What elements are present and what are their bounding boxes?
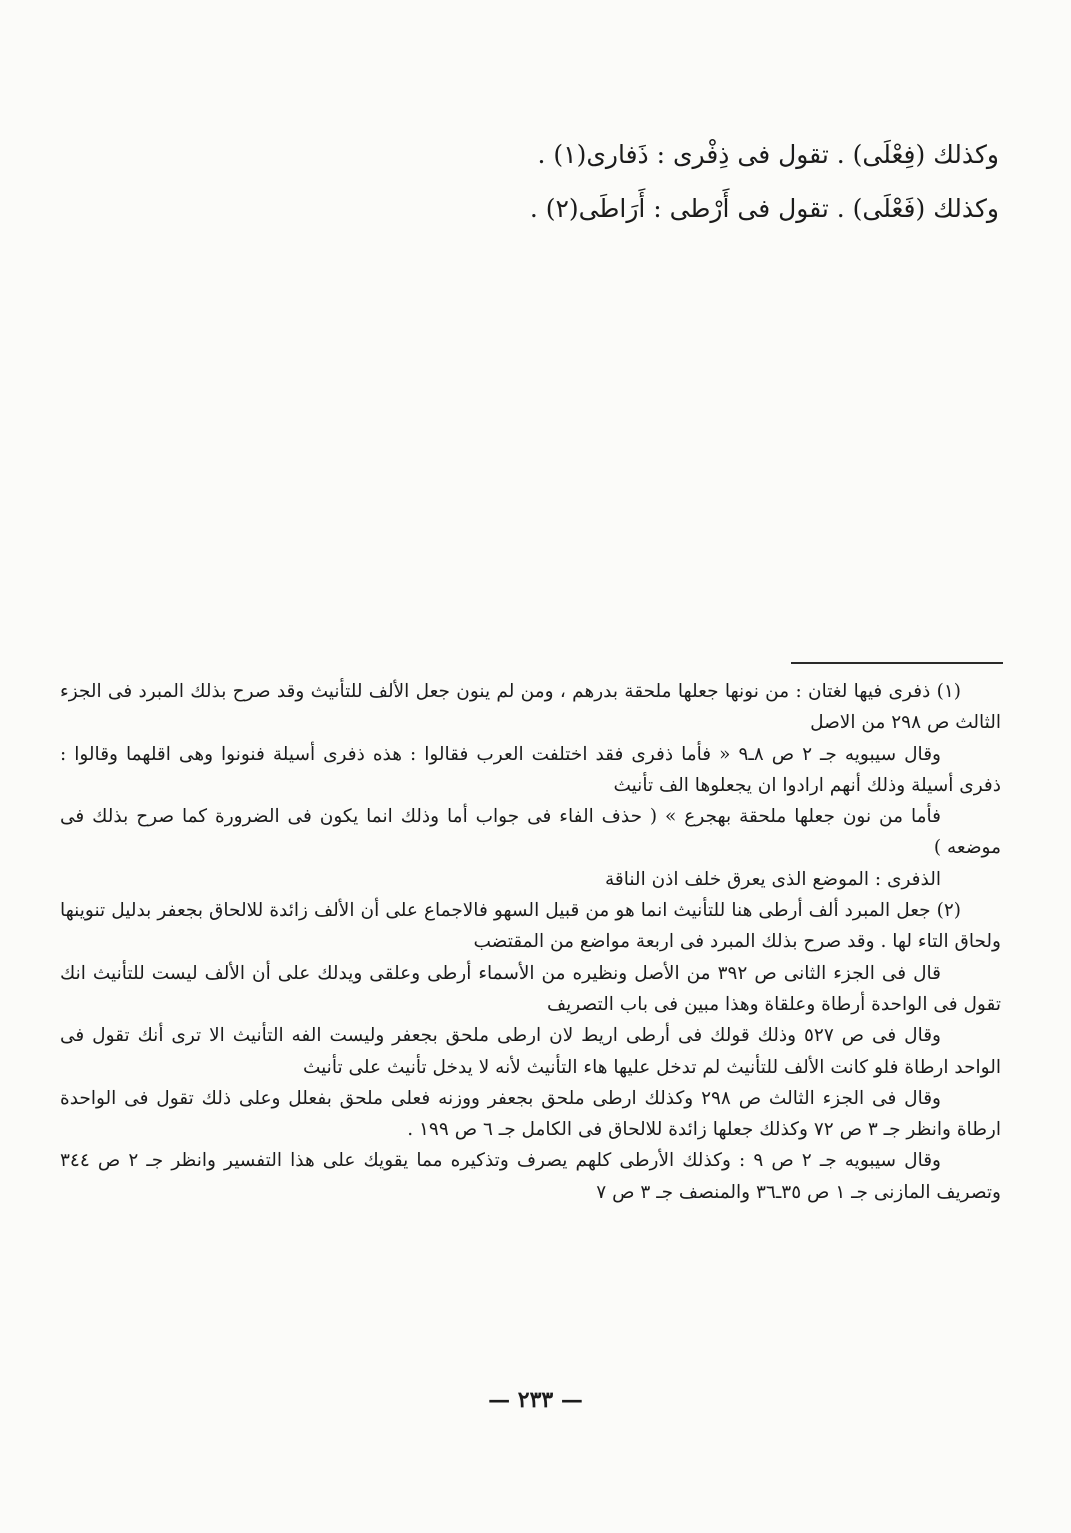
footnote-paragraph: الذفرى : الموضع الذى يعرق خلف اذن الناقة [604,868,941,890]
footnote-paragraph: وقال فى ص ٥٢٧ وذلك قولك فى أرطى اريط لان ارطى ملحق بجعفر وليست الفه التأنيث الا ترى أنك تقول فى الواحد ارطاة فلو كانت الألف للتأنيث لم تدخل عليها هاء التأنيث لأنه لا يدخل تأنيث على تأنيث [60,1025,1001,1078]
main-text-line-2: وكذلك (فَعْلَى) . تقول فى أَرْطى : أَرَاطَى(٢) . [529,194,999,223]
page-number: — ٢٣٣ — [488,1387,583,1413]
footnote-2: (٢) جعل المبرد ألف أرطى هنا للتأنيث انما هو من قبيل السهو فالاجماع على أن الألف زائدة للالحاق بجعفر بدليل تنوينها ولحاق التاء لها . وقد صرح بذلك المبرد فى اربعة مواضع من المقتضب [60,900,1001,953]
footnote-paragraph: قال فى الجزء الثانى ص ٣٩٢ من الأصل ونظيره من الأسماء أرطى وعلقى ويدلك على أن الألف ليست للتأنيث انك تقول فى الواحدة أرطاة وعلقاة وهذا مبين فى باب التصريف [60,962,1001,1015]
footnote-paragraph: وقال سيبويه جـ ٢ ص ٨ـ٩ « فأما ذفرى فقد اختلفت العرب فقالوا : هذه ذفرى أسيلة فنونوا وهى اقلهما وقالوا : ذفرى أسيلة وذلك أنهم ارادوا ان يجعلوها الف تأنيث [60,743,1001,796]
main-text [439,128,999,236]
main-text-line-1: وكذلك (فِعْلَى) . تقول فى ذِفْرى : ذَفارى(١) . [537,140,999,169]
footnote-paragraph: فأما من نون جعلها ملحقة بهجرع » ( حذف الفاء فى جواب أما وذلك انما يكون فى الضرورة كما صرح بذلك فى موضعه ) [60,806,1001,859]
footnotes [60,676,1001,1208]
footnote-paragraph: وقال فى الجزء الثالث ص ٢٩٨ وكذلك ارطى ملحق بجعفر ووزنه فعلى ملحق بفعلل وعلى ذلك تقول فى الواحدة ارطاة وانظر جـ ٣ ص ٧٢ وكذلك جعلها زائدة للالحاق فى الكامل جـ ٦ ص ١٩٩ . [60,1087,1001,1141]
footnote-divider [791,662,1003,664]
footnote-paragraph: وقال سيبويه جـ ٢ ص ٩ : وكذلك الأرطى كلهم يصرف وتذكيره مما يقويك على هذا التفسير وانظر جـ ٢ ص ٣٤٤ وتصريف المازنى جـ ١ ص ٣٥ـ٣٦ والمنصف جـ ٣ ص ٧ [60,1150,1001,1203]
footnote-1: (١) ذفرى فيها لغتان : من نونها جعلها ملحقة بدرهم ، ومن لم ينون جعل الألف للتأنيث وقد صرح بذلك المبرد فى الجزء الثالث ص ٢٩٨ من الاصل [60,681,1001,734]
